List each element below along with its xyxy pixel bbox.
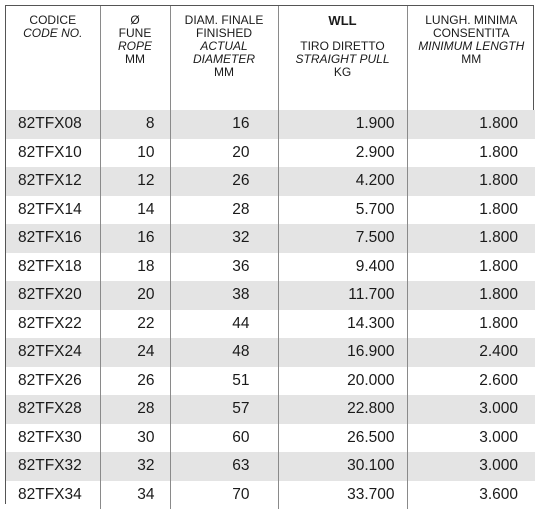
cell-diameter: 63	[170, 452, 278, 481]
header-wll-it: TIRO DIRETTO	[300, 39, 385, 53]
cell-wll: 1.900	[278, 110, 407, 139]
cell-length: 2.600	[407, 367, 535, 396]
header-code	[6, 6, 100, 110]
cell-rope: 12	[100, 167, 170, 196]
table-row	[6, 338, 535, 367]
cell-length: 3.000	[407, 395, 535, 424]
header-wll-title: WLL	[328, 13, 357, 28]
cell-diameter: 57	[170, 395, 278, 424]
cell-wll: 22.800	[278, 395, 407, 424]
header-rope-it: FUNE	[118, 26, 152, 40]
cell-code: 82TFX12	[6, 167, 100, 196]
cell-diameter: 26	[170, 167, 278, 196]
header-length-unit: MM	[461, 52, 482, 66]
cell-diameter: 16	[170, 110, 278, 139]
cell-diameter: 51	[170, 367, 278, 396]
cell-wll: 26.500	[278, 424, 407, 453]
cell-code: 82TFX26	[6, 367, 100, 396]
table-row	[6, 110, 535, 139]
cell-length: 3.600	[407, 481, 535, 509]
table-row	[6, 452, 535, 481]
cell-code: 82TFX20	[6, 281, 100, 310]
header-rope-en: ROPE	[117, 39, 152, 53]
header-rope-symbol: Ø	[130, 13, 140, 27]
cell-rope: 10	[100, 139, 170, 168]
header-diameter-en2: ACTUAL	[200, 39, 248, 53]
header-diameter-en1: FINISHED	[195, 26, 252, 40]
table-row	[6, 224, 535, 253]
cell-code: 82TFX14	[6, 196, 100, 225]
cell-wll: 4.200	[278, 167, 407, 196]
header-wll-unit: KG	[333, 65, 352, 79]
cell-diameter: 60	[170, 424, 278, 453]
cell-length: 1.800	[407, 110, 535, 139]
cell-diameter: 44	[170, 310, 278, 339]
cell-length: 1.800	[407, 224, 535, 253]
cell-length: 3.000	[407, 424, 535, 453]
cell-rope: 32	[100, 452, 170, 481]
cell-diameter: 20	[170, 139, 278, 168]
cell-rope: 34	[100, 481, 170, 509]
cell-wll: 33.700	[278, 481, 407, 509]
header-diameter-en3: DIAMETER	[192, 52, 255, 66]
cell-rope: 22	[100, 310, 170, 339]
cell-length: 2.400	[407, 338, 535, 367]
cell-code: 82TFX10	[6, 139, 100, 168]
table-row	[6, 424, 535, 453]
header-diameter-unit: MM	[214, 65, 234, 79]
cell-code: 82TFX34	[6, 481, 100, 509]
table-row	[6, 281, 535, 310]
cell-wll: 5.700	[278, 196, 407, 225]
cell-code: 82TFX24	[6, 338, 100, 367]
cell-code: 82TFX32	[6, 452, 100, 481]
header-rope	[100, 6, 170, 110]
header-length-it2: CONSENTITA	[433, 26, 510, 40]
cell-code: 82TFX30	[6, 424, 100, 453]
header-code-it: CODICE	[29, 13, 77, 27]
table-row	[6, 167, 535, 196]
header-diameter	[170, 6, 278, 110]
cell-diameter: 38	[170, 281, 278, 310]
header-rope-unit: MM	[125, 52, 145, 66]
table-row	[6, 139, 535, 168]
cell-rope: 16	[100, 224, 170, 253]
cell-rope: 26	[100, 367, 170, 396]
cell-rope: 24	[100, 338, 170, 367]
cell-length: 3.000	[407, 452, 535, 481]
cell-diameter: 48	[170, 338, 278, 367]
cell-wll: 2.900	[278, 139, 407, 168]
cell-diameter: 36	[170, 253, 278, 282]
cell-code: 82TFX22	[6, 310, 100, 339]
cell-length: 1.800	[407, 281, 535, 310]
cell-wll: 16.900	[278, 338, 407, 367]
spec-table	[6, 6, 535, 509]
table-row	[6, 367, 535, 396]
cell-wll: 30.100	[278, 452, 407, 481]
cell-wll: 7.500	[278, 224, 407, 253]
cell-rope: 28	[100, 395, 170, 424]
cell-rope: 14	[100, 196, 170, 225]
cell-diameter: 28	[170, 196, 278, 225]
cell-wll: 11.700	[278, 281, 407, 310]
cell-diameter: 32	[170, 224, 278, 253]
cell-rope: 30	[100, 424, 170, 453]
cell-diameter: 70	[170, 481, 278, 509]
table-row	[6, 196, 535, 225]
cell-wll: 9.400	[278, 253, 407, 282]
header-row	[6, 6, 535, 110]
header-length-en: MINIMUM LENGTH	[418, 39, 525, 53]
cell-rope: 8	[100, 110, 170, 139]
header-diameter-it: DIAM. FINALE	[184, 13, 264, 27]
header-code-en: CODE NO.	[23, 26, 83, 40]
cell-length: 1.800	[407, 139, 535, 168]
table-row	[6, 310, 535, 339]
cell-length: 1.800	[407, 167, 535, 196]
header-wll-en: STRAIGHT PULL	[295, 52, 390, 66]
cell-rope: 18	[100, 253, 170, 282]
cell-code: 82TFX08	[6, 110, 100, 139]
cell-length: 1.800	[407, 310, 535, 339]
spec-table-frame	[5, 5, 534, 504]
table-row	[6, 395, 535, 424]
header-wll	[278, 6, 407, 110]
cell-rope: 20	[100, 281, 170, 310]
header-length	[407, 6, 535, 110]
cell-code: 82TFX18	[6, 253, 100, 282]
cell-code: 82TFX16	[6, 224, 100, 253]
header-length-it1: LUNGH. MINIMA	[425, 13, 518, 27]
cell-wll: 14.300	[278, 310, 407, 339]
cell-length: 1.800	[407, 253, 535, 282]
cell-code: 82TFX28	[6, 395, 100, 424]
table-row	[6, 481, 535, 509]
table-row	[6, 253, 535, 282]
cell-wll: 20.000	[278, 367, 407, 396]
table-body	[6, 110, 535, 509]
cell-length: 1.800	[407, 196, 535, 225]
